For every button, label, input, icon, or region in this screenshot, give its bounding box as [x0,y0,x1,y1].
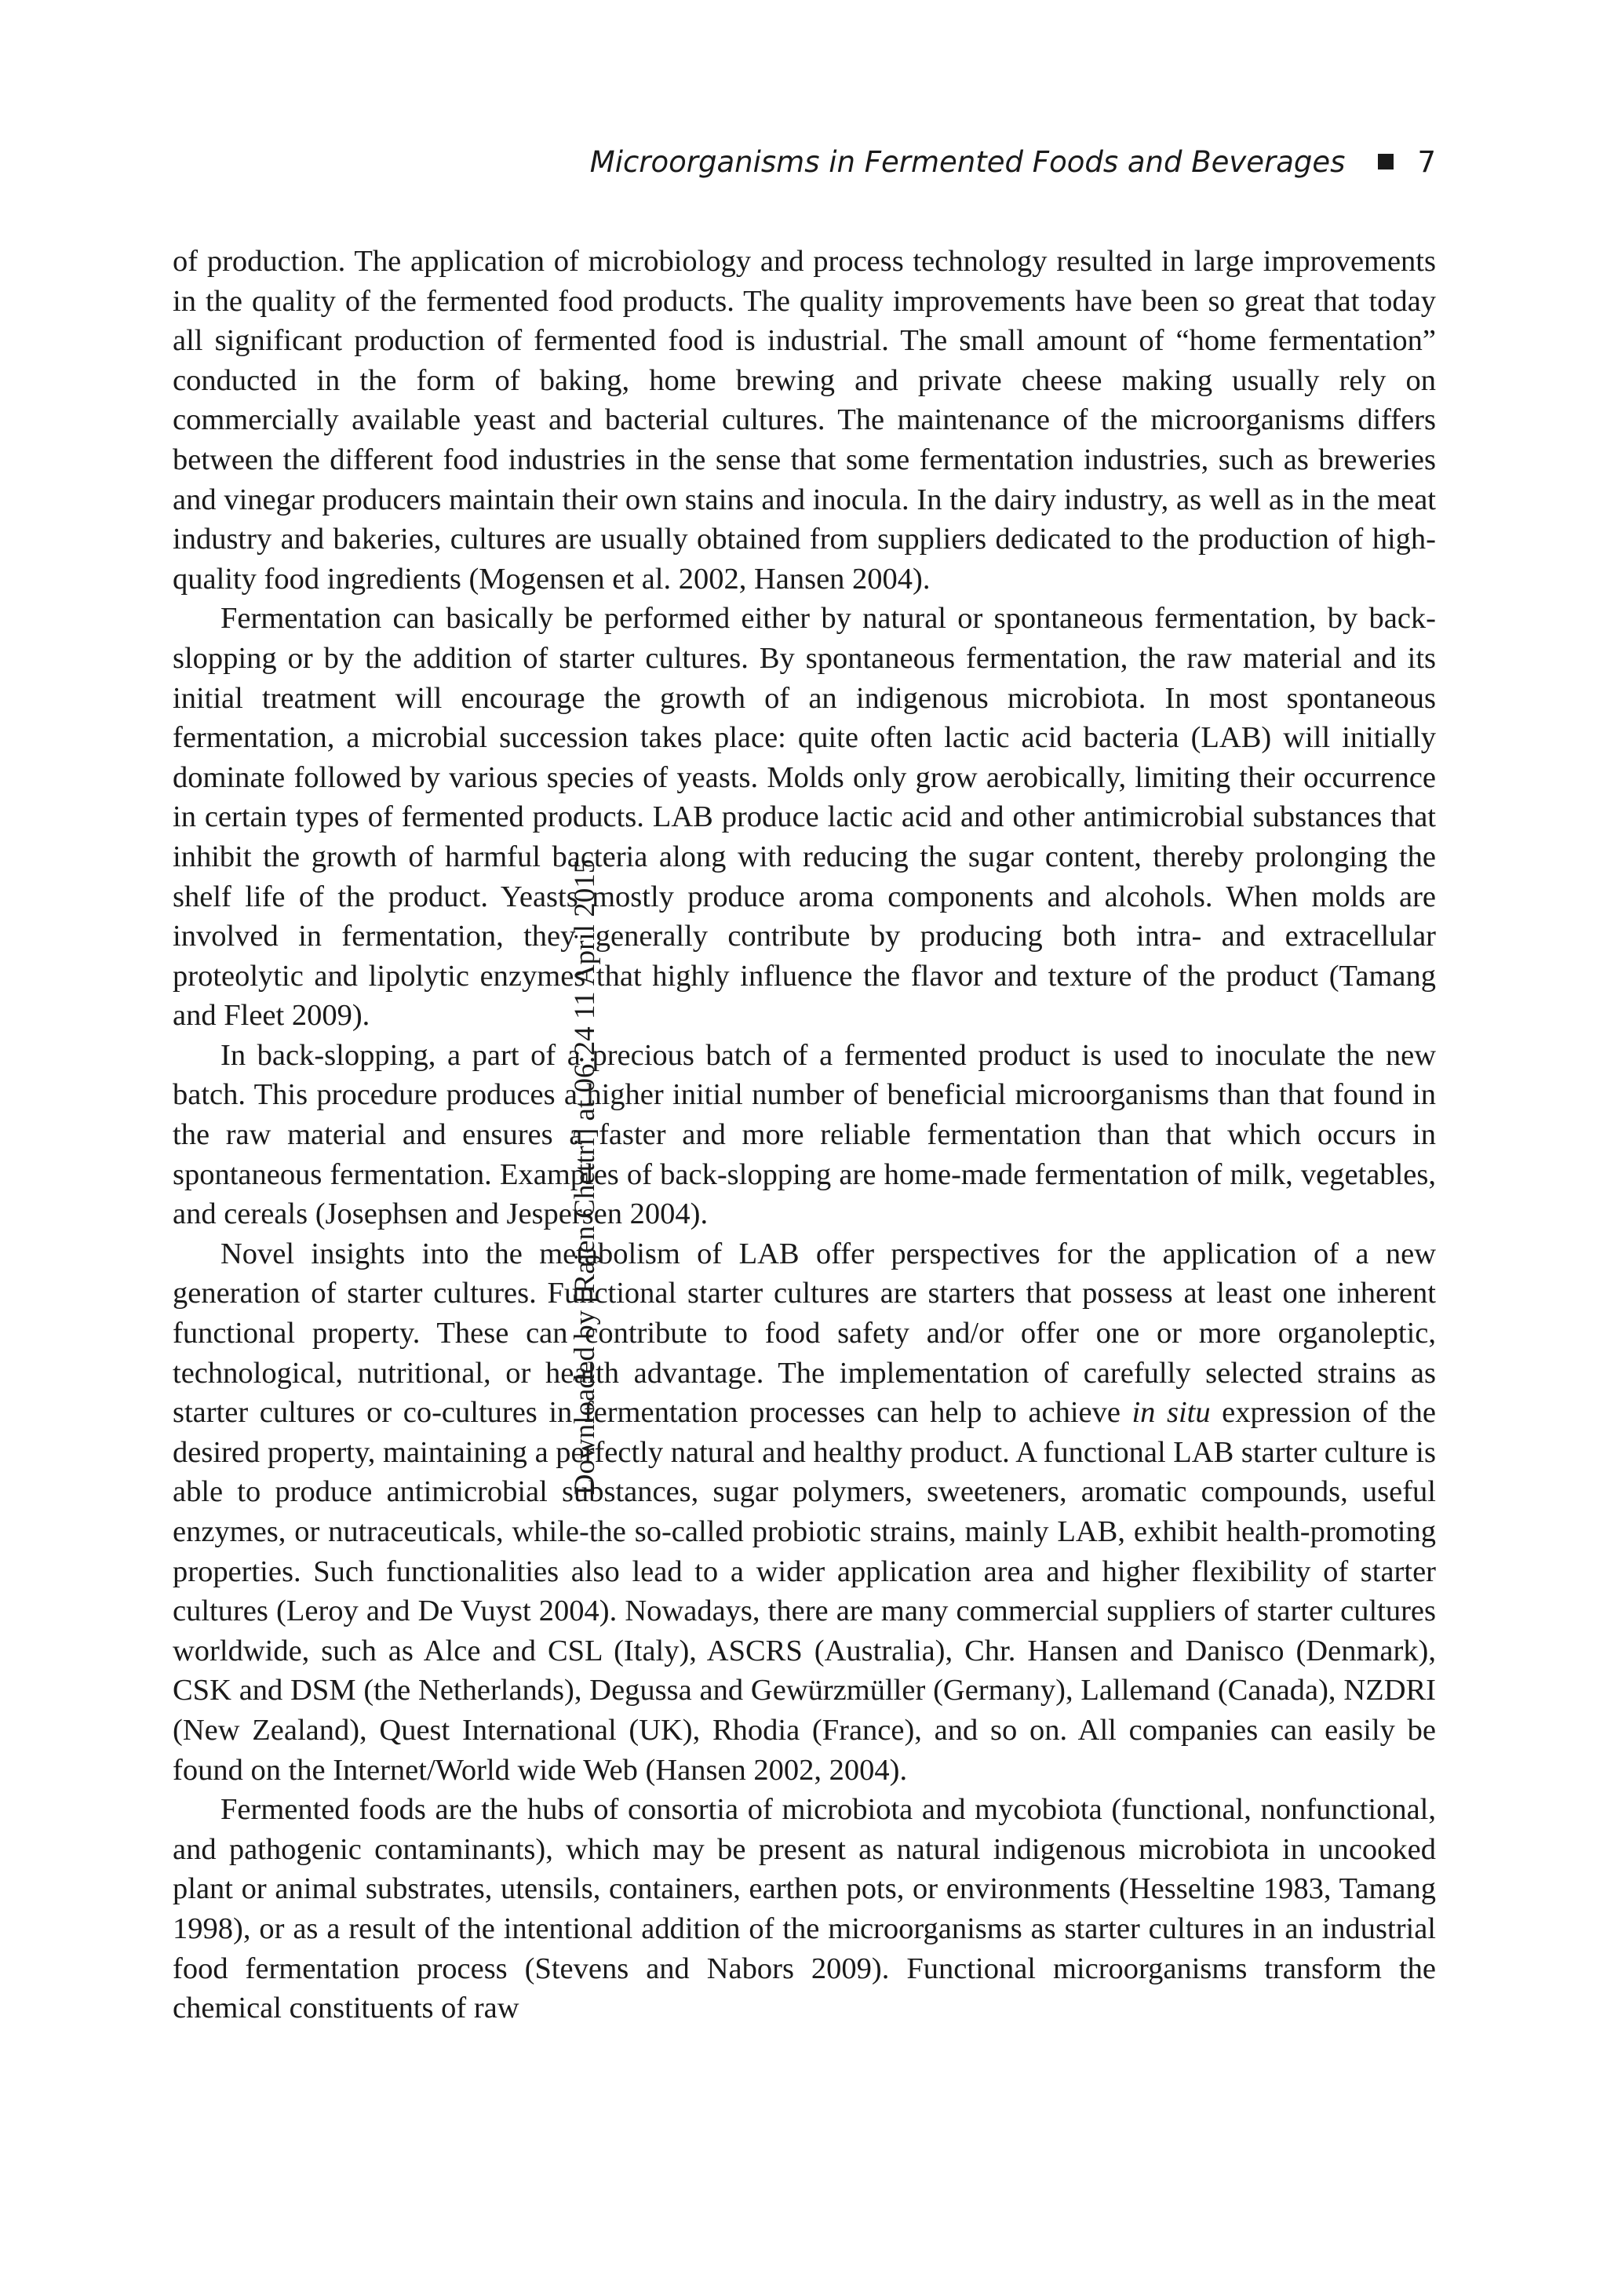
paragraph-text: Novel insights into the metabolism of LAB offer perspectives for the application of a new generation of starter cultures. Functional starter cultures are starters that possess at least one inherent functional property. These can contribute to food safety and/or offer one or more organoleptic, technological, nutritional, or health advantage. The implementation of carefully selected strains as starter cultures or co-cultures in fermentation processes can help to achieve [173,1237,1436,1430]
download-watermark: Downloaded by [Rajen Chettri] at 06:24 11 April 2015 [569,858,601,1496]
italic-term: in situ [1131,1396,1211,1430]
running-title: Microorganisms in Fermented Foods and Beverages [589,144,1346,179]
body-text [173,242,1436,2028]
paragraph-continued: of production. The application of microbiology and process technology resulted in large improvements in the quality of the fermented food products. The quality improvements have been so great that today all significant production of fermented food is industrial. The small amount of “home fermentation” conducted in the form of baking, home brewing and private cheese making usually rely on commercially available yeast and bacterial cultures. The maintenance of the microorganisms differs between the different food industries in the sense that some fermentation industries, such as breweries and vinegar producers maintain their own stains and inocula. In the dairy industry, as well as in the meat industry and bakeries, cultures are usually obtained from suppliers dedicated to the production of high-quality food ingredients (Mogensen et al. 2002, Hansen 2004). [173,245,1436,596]
running-header [173,140,1436,184]
paragraph-back-slopping: In back-slopping, a part of a precious batch of a fermented product is used to inoculate the new batch. This procedure produces a higher initial number of beneficial microorganisms than that found in the raw material and ensures a faster and more reliable fermentation than that which occurs in spontaneous fermentation. Examples of back-slopping are home-made fermentation of milk, vegetables, and cereals (Josephsen and Jespersen 2004). [173,1038,1436,1231]
square-bullet-icon [1378,154,1394,169]
paragraph-fermented-foods-hubs: Fermented foods are the hubs of consortia of microbiota and mycobiota (functional, nonfunctional, and pathogenic contaminants), which may be present as natural indigenous microbiota in uncooked plant or animal substrates, utensils, containers, earthen pots, or environments (Hesseltine 1983, Tamang 1998), or as a result of the intentional addition of the microorganisms as starter cultures in an industrial food fermentation process (Stevens and Nabors 2009). Functional microorganisms transform the chemical constituents of raw [173,1793,1436,2025]
page-number: 7 [1417,144,1436,179]
paragraph-fermentation-methods: Fermentation can basically be performed either by natural or spontaneous fermentation, by back-slopping or by the addition of starter cultures. By spontaneous fermentation, the raw material and its initial treatment will encourage the growth of an indigenous microbiota. In most spontaneous fermentation, a microbial succession takes place: quite often lactic acid bacteria (LAB) will initially dominate followed by various species of yeasts. Molds only grow aerobically, limiting their occurrence in certain types of fermented products. LAB produce lactic acid and other antimicrobial substances that inhibit the growth of harmful bacteria along with reducing the sugar content, thereby prolonging the shelf life of the product. Yeasts mostly produce aroma components and alcohols. When molds are involved in fermentation, they generally contribute by producing both intra- and extracellular proteolytic and lipolytic enzymes that highly influence the flavor and texture of the product (Tamang and Fleet 2009). [173,602,1436,1033]
paragraph-text: expression of the desired property, maintaining a perfectly natural and healthy product. A functional LAB starter culture is able to produce antimicrobial substances, sugar polymers, sweeteners, aromatic compounds, useful enzymes, or nutraceuticals, while-the so-called probiotic strains, mainly LAB, exhibit health-promoting properties. Such functionalities also lead to a wider application area and higher flexibility of starter cultures (Leroy and De Vuyst 2004). Nowadays, there are many commercial suppliers of starter cultures worldwide, such as Alce and CSL (Italy), ASCRS (Australia), Chr. Hansen and Danisco (Denmark), CSK and DSM (the Netherlands), Degussa and Gewürzmüller (Germany), Lallemand (Canada), NZDRI (New Zealand), Quest International (UK), Rhodia (France), and so on. All companies can easily be found on the Internet/World wide Web (Hansen 2002, 2004). [173,1396,1436,1787]
paragraph-functional-starters [173,1234,1436,1790]
